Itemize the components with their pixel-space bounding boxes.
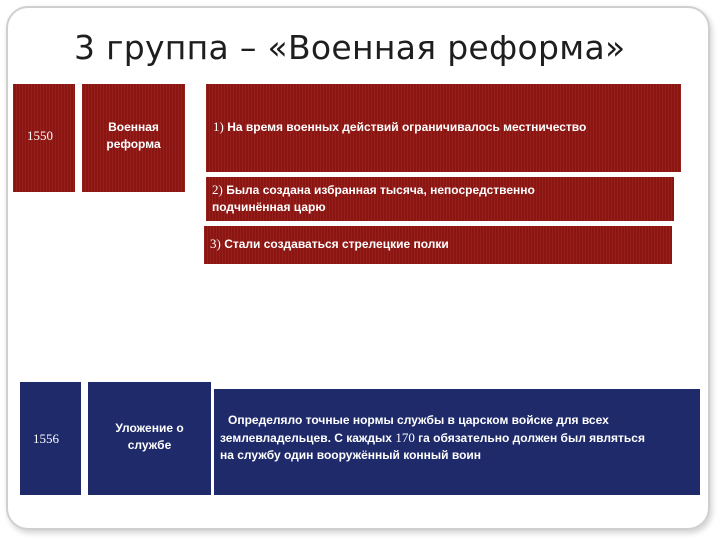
slide-title: 3 группа – «Военная реформа» [74, 28, 626, 67]
reform-item-3-text: 3) Стали создаваться стрелецкие полки [210, 236, 449, 251]
reform-item-2 [206, 177, 674, 221]
ulozhenie-description: Определяло точные нормы службы в царском войске для всех землевладельцев. С каждых 170 га обязательно должен был являться на службу один вооружённый конный воин [220, 413, 645, 462]
year-box-1556 [20, 382, 81, 495]
reform-item-3 [204, 226, 672, 264]
reform-item-1 [206, 84, 681, 172]
reform-item-1-text: 1) На время военных действий ограничивалось местничество [213, 119, 587, 134]
reform-label: Военная реформа [106, 120, 161, 151]
reform-label-box [82, 84, 185, 192]
reform-item-2-text: 2) Была создана избранная тысяча, непосредственно подчинённая царю [212, 182, 535, 214]
year-text: 1556 [33, 431, 59, 446]
ulozhenie-description-box [214, 389, 700, 495]
ulozhenie-label-box [88, 382, 211, 495]
ulozhenie-label: Уложение о службе [115, 421, 184, 452]
year-text: 1550 [27, 128, 53, 143]
year-box-1550 [13, 84, 75, 192]
